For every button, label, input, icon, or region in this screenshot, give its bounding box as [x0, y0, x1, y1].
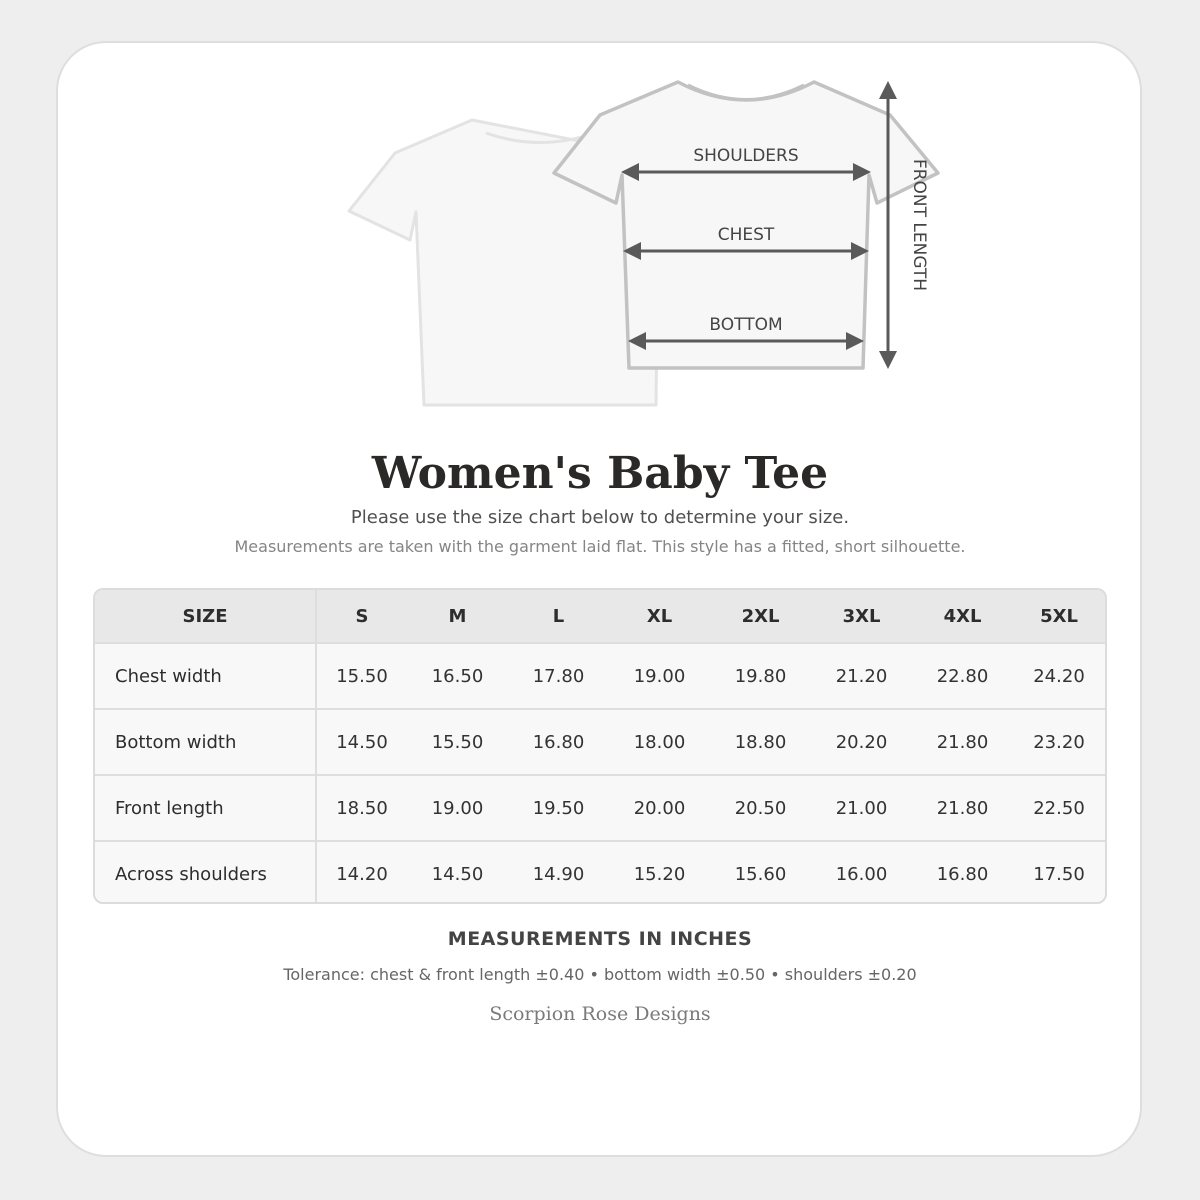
table-cell: 20.00	[609, 775, 710, 841]
size-column-header: SIZE	[95, 590, 316, 643]
table-cell: 14.90	[508, 841, 609, 904]
table-cell: 15.60	[710, 841, 811, 904]
table-cell: 16.80	[912, 841, 1013, 904]
table-cell: 19.80	[710, 643, 811, 709]
front-length-label: FRONT LENGTH	[909, 158, 929, 292]
table-cell: 20.20	[811, 709, 912, 775]
table-cell: 21.80	[912, 709, 1013, 775]
table-cell: 21.00	[811, 775, 912, 841]
size-table-container	[93, 588, 1107, 904]
bottom-label: BOTTOM	[709, 315, 783, 335]
product-title: Women's Baby Tee	[371, 448, 829, 499]
measurement-note: Measurements are taken with the garment laid flat. This style has a fitted, short silhouette.	[234, 537, 966, 556]
chest-label: CHEST	[717, 225, 775, 245]
table-cell: 15.50	[407, 709, 508, 775]
table-cell: 21.80	[912, 775, 1013, 841]
table-cell: 16.80	[508, 709, 609, 775]
table-cell: 23.20	[1013, 709, 1105, 775]
units-heading: MEASUREMENTS IN INCHES	[447, 928, 753, 950]
size-header: S	[316, 590, 407, 643]
table-cell: 18.80	[710, 709, 811, 775]
size-header: 3XL	[811, 590, 912, 643]
table-cell: 22.50	[1013, 775, 1105, 841]
table-header-row	[95, 590, 1105, 643]
size-header: 2XL	[710, 590, 811, 643]
table-cell: 18.00	[609, 709, 710, 775]
size-chart-instructions: Please use the size chart below to determine your size.	[350, 507, 850, 528]
table-cell: 22.80	[912, 643, 1013, 709]
row-label: Across shoulders	[95, 841, 316, 904]
table-row	[95, 841, 1105, 904]
size-header: 4XL	[912, 590, 1013, 643]
table-row	[95, 643, 1105, 709]
table-cell: 15.50	[316, 643, 407, 709]
row-label: Front length	[95, 775, 316, 841]
table-cell: 24.20	[1013, 643, 1105, 709]
size-header: M	[407, 590, 508, 643]
table-cell: 21.20	[811, 643, 912, 709]
size-header: XL	[609, 590, 710, 643]
table-cell: 19.00	[407, 775, 508, 841]
table-cell: 14.20	[316, 841, 407, 904]
table-cell: 20.50	[710, 775, 811, 841]
brand-name: Scorpion Rose Designs	[489, 1003, 711, 1025]
shoulders-label: SHOULDERS	[693, 146, 799, 166]
table-row	[95, 775, 1105, 841]
tolerance-note: Tolerance: chest & front length ±0.40 • bottom width ±0.50 • shoulders ±0.20	[283, 965, 917, 984]
table-cell: 17.50	[1013, 841, 1105, 904]
table-cell: 19.50	[508, 775, 609, 841]
table-cell: 17.80	[508, 643, 609, 709]
table-cell: 16.50	[407, 643, 508, 709]
table-cell: 15.20	[609, 841, 710, 904]
table-cell: 14.50	[407, 841, 508, 904]
row-label: Bottom width	[95, 709, 316, 775]
table-cell: 16.00	[811, 841, 912, 904]
table-row	[95, 709, 1105, 775]
table-cell: 18.50	[316, 775, 407, 841]
table-cell: 14.50	[316, 709, 407, 775]
size-header: L	[508, 590, 609, 643]
table-cell: 19.00	[609, 643, 710, 709]
row-label: Chest width	[95, 643, 316, 709]
size-table	[95, 590, 1105, 904]
tee-measurement-diagram	[0, 0, 1200, 420]
size-header: 5XL	[1013, 590, 1105, 643]
